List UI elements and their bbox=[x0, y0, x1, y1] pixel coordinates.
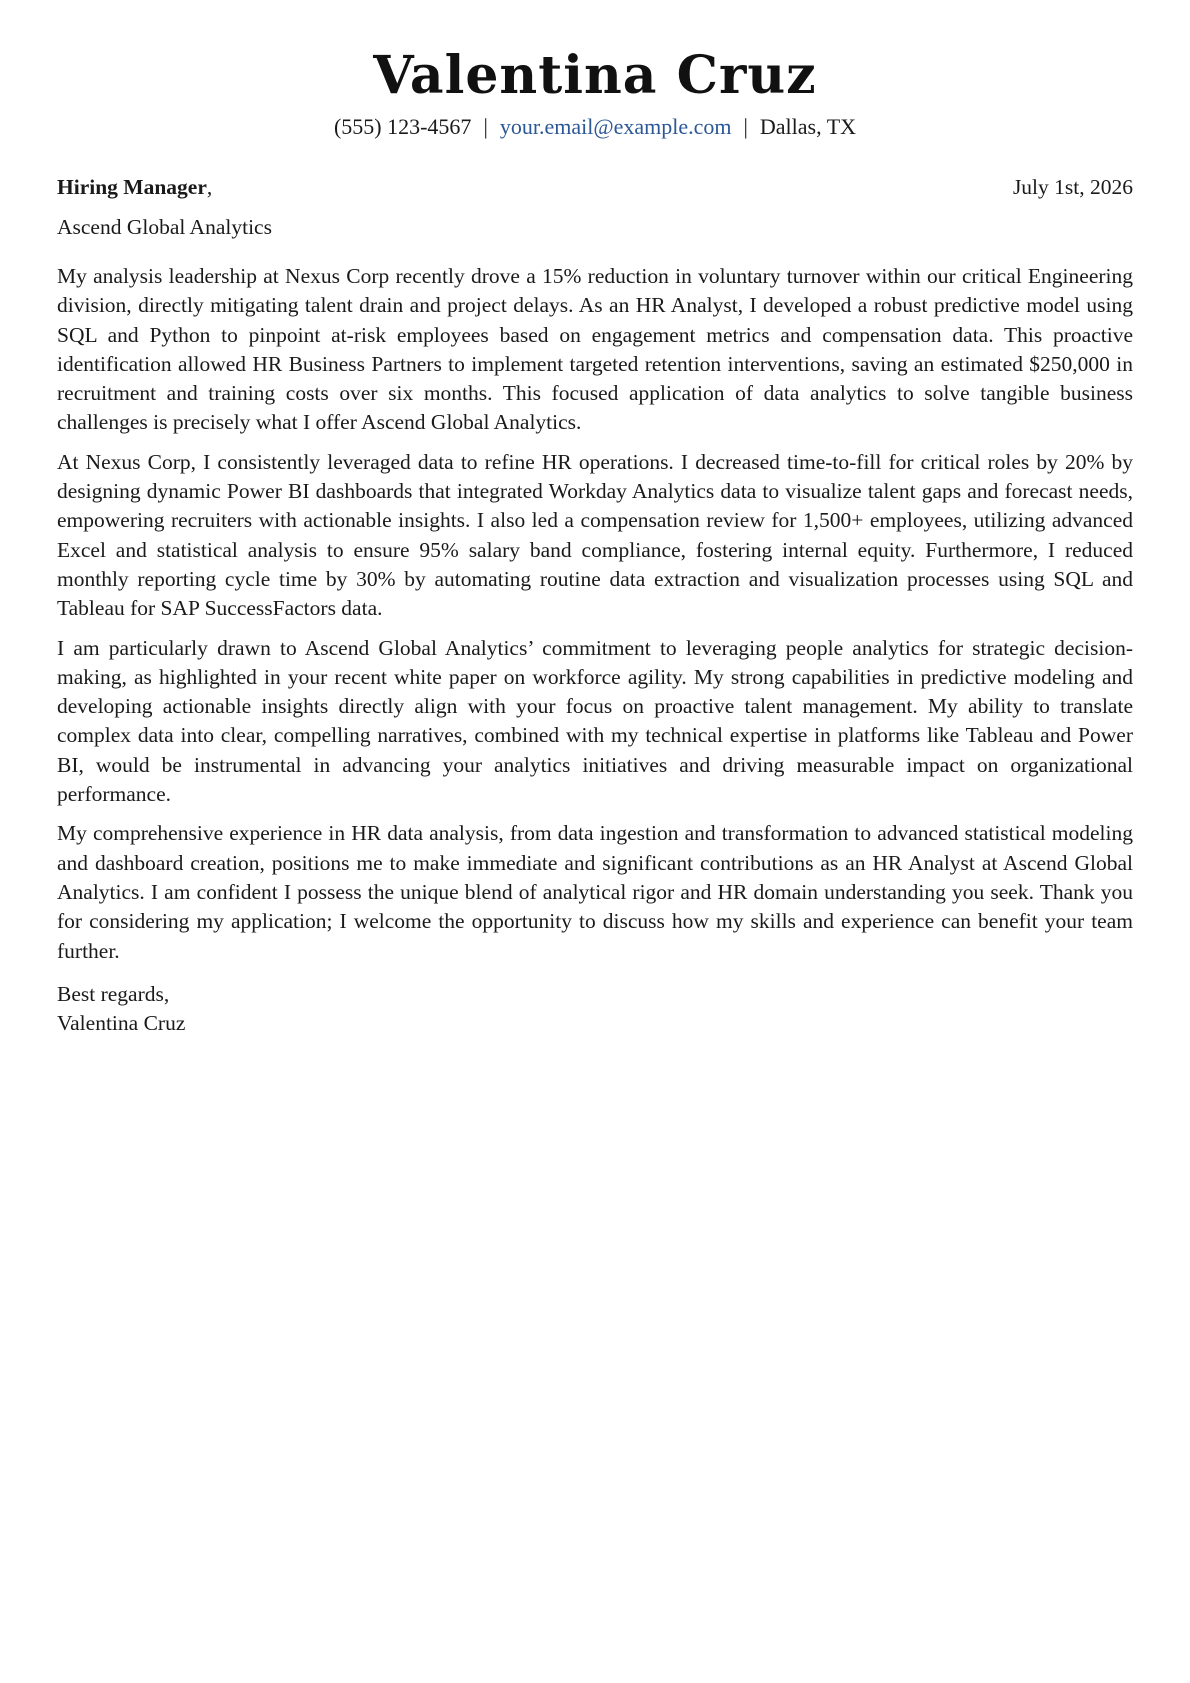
body-paragraph: My analysis leadership at Nexus Corp recently drove a 15% reduction in voluntary turnover within our critical Engineering division, directly mitigating talent drain and project delays. As an HR Analyst, I developed a robust predictive model using SQL and Python to pinpoint at-risk employees based on engagement metrics and compensation data. This proactive identification allowed HR Business Partners to implement targeted retention interventions, saving an estimated $250,000 in recruitment and training costs over six months. This focused application of data analytics to solve tangible business challenges is precisely what I offer Ascend Global Analytics. bbox=[57, 264, 1133, 435]
signature: Valentina Cruz bbox=[57, 1011, 186, 1036]
cover-letter-page bbox=[57, 0, 1133, 1038]
applicant-name: Valentina Cruz bbox=[373, 45, 817, 106]
recipient-comma: , bbox=[206, 175, 213, 199]
recipient-company: Ascend Global Analytics bbox=[57, 215, 272, 239]
letter-closing bbox=[57, 980, 1133, 1039]
body-paragraph: I am particularly drawn to Ascend Global Analytics’ commitment to leveraging people analytics for strategic decision-making, as highlighted in your recent white paper on workforce agility. My strong capabilities in predictive modeling and developing actionable insights directly align with your focus on proactive talent management. My ability to translate complex data into clear, compelling narratives, combined with my technical expertise in platforms like Tableau and Power BI, would be instrumental in advancing your analytics initiatives and driving measurable impact on organizational performance. bbox=[57, 635, 1133, 807]
recipient-salutation bbox=[57, 172, 212, 202]
letter-date: July 1st, 2026 bbox=[1012, 175, 1133, 199]
contact-line bbox=[57, 112, 1133, 142]
phone-number: (555) 123-4567 bbox=[333, 114, 472, 139]
contact-separator: | bbox=[743, 114, 748, 139]
location: Dallas, TX bbox=[759, 114, 857, 139]
recipient-row bbox=[57, 172, 1133, 202]
letter-body bbox=[57, 262, 1133, 966]
contact-separator: | bbox=[483, 114, 488, 139]
body-paragraph: My comprehensive experience in HR data analysis, from data ingestion and transformation to advanced statistical modeling and dashboard creation, positions me to make immediate and significant contributions as an HR Analyst at Ascend Global Analytics. I am confident I possess the unique blend of analytical rigor and HR domain understanding you seek. Thank you for considering my application; I welcome the opportunity to discuss how my skills and experience can benefit your team further. bbox=[57, 821, 1133, 963]
body-paragraph: At Nexus Corp, I consistently leveraged data to refine HR operations. I decreased time-to-fill for critical roles by 20% by designing dynamic Power BI dashboards that integrated Workday Analytics data to visualize talent gaps and forecast needs, empowering recruiters with actionable insights. I also led a compensation review for 1,500+ employees, utilizing advanced Excel and statistical analysis to ensure 95% salary band compliance, fostering internal equity. Furthermore, I reduced monthly reporting cycle time by 30% by automating routine data extraction and visualization processes using SQL and Tableau for SAP SuccessFactors data. bbox=[57, 449, 1133, 621]
email-link[interactable]: your.email@example.com bbox=[499, 114, 732, 139]
recipient-name: Hiring Manager bbox=[57, 175, 207, 199]
closing-salutation: Best regards, bbox=[57, 981, 170, 1006]
